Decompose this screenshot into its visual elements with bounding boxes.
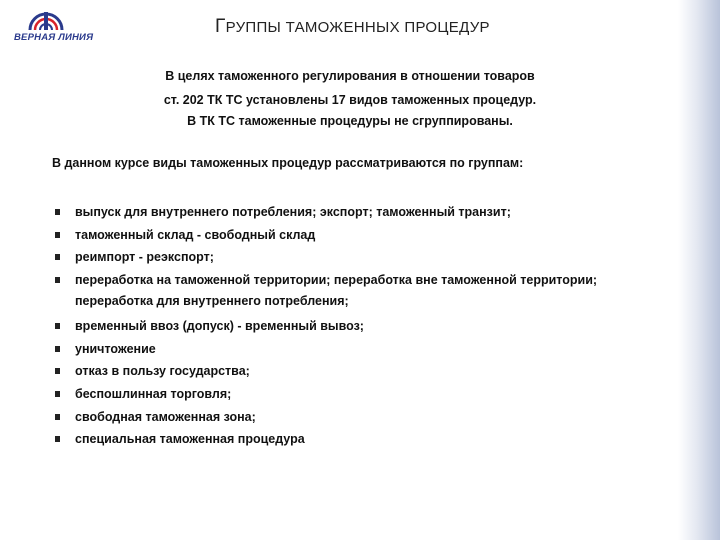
list-item-text: реимпорт - реэкспорт; — [75, 250, 214, 264]
list-item-continuation: переработка для внутреннего потребления; — [75, 294, 349, 308]
list-item-text: выпуск для внутреннего потребления; экспорт; таможенный транзит; — [75, 205, 511, 219]
bullet-square-icon — [55, 277, 60, 283]
logo-emblem-icon — [24, 4, 68, 32]
intro-line-3: В ТК ТС таможенные процедуры не сгруппированы. — [187, 114, 513, 128]
intro-line-1: В целях таможенного регулирования в отношении товаров — [165, 69, 535, 83]
bullet-square-icon — [55, 346, 60, 352]
bullet-square-icon — [55, 209, 60, 215]
bullet-square-icon — [55, 254, 60, 260]
list-item-text: уничтожение — [75, 342, 156, 356]
intro-line-2: ст. 202 ТК ТС установлены 17 видов таможенных процедур. — [163, 93, 537, 107]
bullet-square-icon — [55, 391, 60, 397]
list-item-text: специальная таможенная процедура — [75, 432, 305, 446]
list-item-text: отказ в пользу государства; — [75, 364, 250, 378]
slide-title-initial: Г — [215, 16, 226, 37]
slide-title — [215, 16, 490, 38]
bullet-square-icon — [55, 232, 60, 238]
list-item-text: переработка на таможенной территории; переработка вне таможенной территории; — [75, 273, 598, 287]
bullet-square-icon — [55, 436, 60, 442]
bullet-square-icon — [55, 368, 60, 374]
list-item-text: беспошлинная торговля; — [75, 387, 232, 401]
list-item-text: временный ввоз (допуск) - временный вывоз; — [75, 319, 364, 333]
lead-paragraph: В данном курсе виды таможенных процедур рассматриваются по группам: — [52, 156, 524, 170]
bullet-square-icon — [55, 414, 60, 420]
list-item-text: свободная таможенная зона; — [75, 410, 256, 424]
bullet-square-icon — [55, 323, 60, 329]
logo-wordmark: ВЕРНАЯ ЛИНИЯ — [14, 32, 94, 43]
list-item-text: таможенный склад - свободный склад — [75, 228, 316, 242]
decorative-side-band — [678, 0, 720, 540]
company-logo — [14, 4, 94, 46]
slide-title-rest: РУППЫ ТАМОЖЕННЫХ ПРОЦЕДУР — [225, 19, 490, 36]
